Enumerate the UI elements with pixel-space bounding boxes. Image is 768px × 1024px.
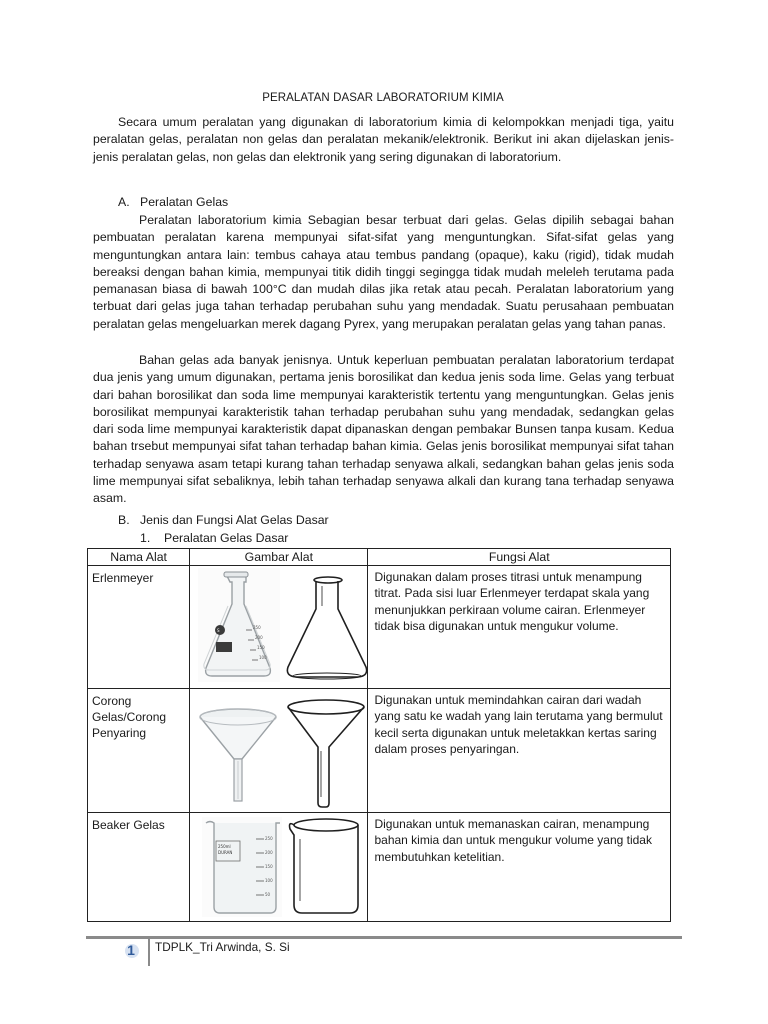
section-a-heading xyxy=(118,194,228,211)
section-b-marker: B. xyxy=(118,513,130,527)
equipment-table xyxy=(87,548,671,922)
svg-text:100: 100 xyxy=(259,655,267,660)
svg-text:250ml: 250ml xyxy=(218,844,231,849)
header-nama-alat: Nama Alat xyxy=(88,549,190,566)
svg-text:150: 150 xyxy=(257,645,265,650)
svg-text:S: S xyxy=(217,628,220,633)
tool-name: Corong Gelas/Corong Penyaring xyxy=(88,689,190,813)
footer-divider xyxy=(148,936,150,966)
table-row xyxy=(88,689,671,813)
erlenmeyer-photo xyxy=(198,568,280,682)
tool-function: Digunakan untuk memindahkan cairan dari wadah yang satu ke wadah yang lain terutama yang bermulut kecil serta digunakan untuk meletakkan kertas saring dalam proses penyaringan. xyxy=(368,689,671,813)
tool-function: Digunakan dalam proses titrasi untuk menampung titrat. Pada sisi luar Erlenmeyer terdapat skala yang menunjukkan perkiraan volume cairan. Erlenmeyer tidak bisa digunakan untuk mengukur volume. xyxy=(368,566,671,689)
section-b-title: Jenis dan Fungsi Alat Gelas Dasar xyxy=(140,513,329,527)
tool-image-cell xyxy=(190,566,368,689)
footer-author: TDPLK_Tri Arwinda, S. Si xyxy=(155,940,290,954)
intro-paragraph: Secara umum peralatan yang digunakan di laboratorium kimia di kelompokkan menjadi tiga, yaitu peralatan gelas, peralatan non gelas dan peralatan mekanik/elektronik. Berikut ini akan dijelaskan jenis-jenis peralatan gelas, non gelas dan elektronik yang sering digunakan di laboratorium. xyxy=(93,115,674,164)
tool-image-cell xyxy=(190,689,368,813)
header-fungsi-alat: Fungsi Alat xyxy=(368,549,671,566)
subsection-1-marker: 1. xyxy=(140,531,151,545)
page-number: 1 xyxy=(118,942,144,958)
page-title: PERALATAN DASAR LABORATORIUM KIMIA xyxy=(262,92,504,104)
subsection-1-title: Peralatan Gelas Dasar xyxy=(164,531,289,545)
section-b-heading xyxy=(118,512,329,529)
beaker-drawing xyxy=(290,819,359,913)
table-row xyxy=(88,813,671,922)
svg-text:200: 200 xyxy=(255,635,263,640)
section-a-paragraph-1: Peralatan laboratorium kimia Sebagian besar terbuat dari gelas. Gelas dipilih sebagai bahan pembuatan peralatan karena mempunyai sifat-sifat yang menguntungkan. Sifat-sifat gelas yang menguntungkan antara lain: tembus cahaya atau tembus pandang (opaque), kaku (rigid), tidak mudah bereaksi dengan bahan kimia, mempunyai titik didih tinggi segingga tidak mudah meleleh terutama pada pemanasan biasa di bawah 100°C dan mudah dilas jika retak atau pecah. Peralatan laboratorium yang terbuat dari gelas juga tahan terhadap perubahan suhu yang mendadak. Suatu perusahaan pembuatan peralatan gelas mengeluarkan merek dagang Pyrex, yang merupakan peralatan gelas yang tahan panas. xyxy=(93,213,674,331)
footer-rule xyxy=(86,936,682,939)
erlenmeyer-drawing xyxy=(288,577,367,679)
svg-text:200: 200 xyxy=(265,850,273,855)
tool-image-cell xyxy=(190,813,368,922)
section-a-marker: A. xyxy=(118,195,130,209)
subsection-1-heading xyxy=(140,530,288,547)
funnel-photo xyxy=(200,709,276,801)
header-gambar-alat: Gambar Alat xyxy=(190,549,368,566)
table-header-row xyxy=(88,549,671,566)
svg-text:150: 150 xyxy=(265,864,273,869)
tool-name: Beaker Gelas xyxy=(88,813,190,922)
table-row xyxy=(88,566,671,689)
funnel-images xyxy=(190,689,368,810)
section-a-paragraph-2: Bahan gelas ada banyak jenisnya. Untuk keperluan pembuatan peralatan laboratorium terdapat dua jenis yang umum digunakan, pertama jenis borosilikat dan kedua jenis soda lime. Gelas yang terbuat dari bahan borosilikat dan soda lime mempunyai karakteristik tertentu yang menguntungkan. Gelas jenis borosilikat mempunyai karakteristik tahan terhadap perubahan suhu yang mendadak, sedangkan gelas dari soda lime mempunyai karakteristik dapat dipanaskan dengan pembakar Bunsen tanpa kusam. Kedua bahan trsebut mempunyai sifat tahan terhadap bahan kimia. Gelas jenis borosilikat mempunyai sifat tahan terhadap senyawa asam tetapi kurang tahan terhadap senyawa alkali, sedangkan bahan gelas jenis soda lime mempunyai sifat sebaliknya, lebih tahan terhadap senyawa alkali dan kurang tana terhadap senyawa asam. xyxy=(93,353,674,506)
svg-text:100: 100 xyxy=(265,878,273,883)
svg-text:250: 250 xyxy=(253,625,261,630)
beaker-photo xyxy=(202,817,282,917)
beaker-images xyxy=(190,813,368,919)
funnel-drawing xyxy=(288,700,364,807)
svg-text:250: 250 xyxy=(265,836,273,841)
erlenmeyer-images xyxy=(190,566,368,686)
section-a-title: Peralatan Gelas xyxy=(140,195,229,209)
tool-name: Erlenmeyer xyxy=(88,566,190,689)
tool-function: Digunakan untuk memanaskan cairan, menampung bahan kimia dan untuk mengukur volume yang tidak membutuhkan ketelitian. xyxy=(368,813,671,922)
svg-text:50: 50 xyxy=(265,892,271,897)
svg-text:DURAN: DURAN xyxy=(218,850,233,855)
